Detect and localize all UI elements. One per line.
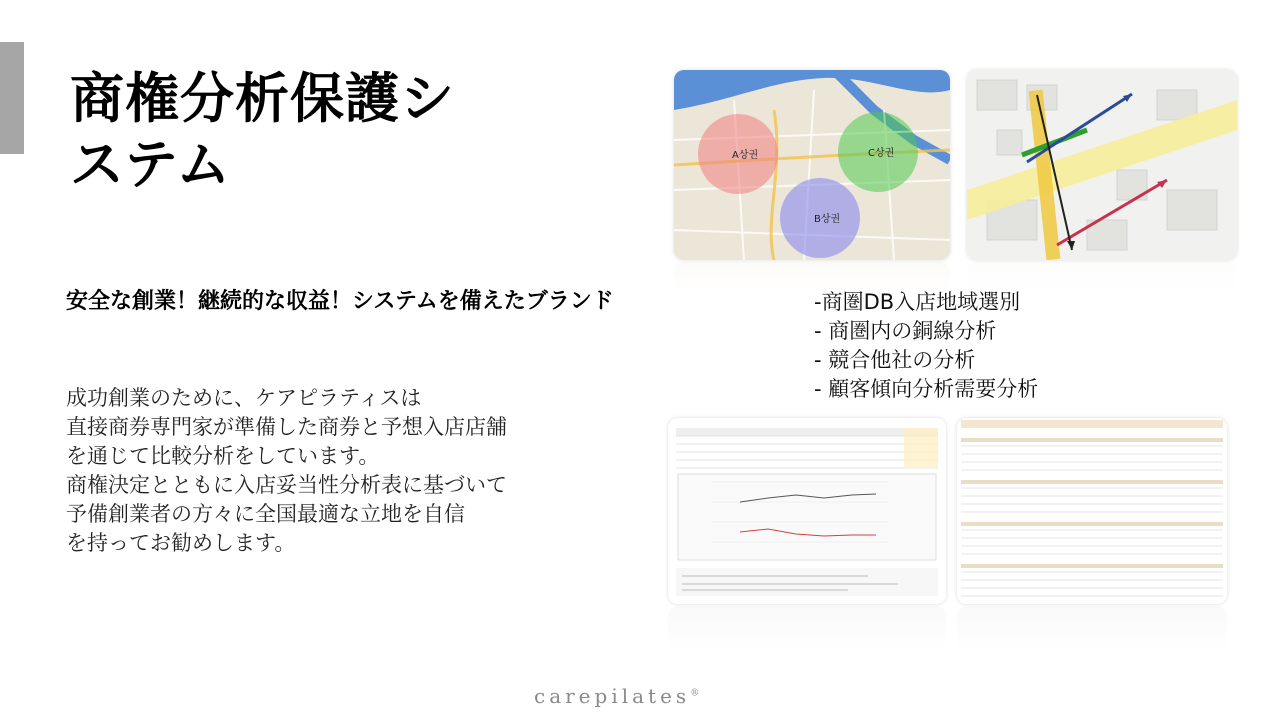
accent-bar (0, 42, 24, 154)
body-line: 予備創業者の方々に全国最適な立地を自信 (66, 502, 465, 526)
map-label-c: C상권 (868, 148, 895, 159)
logo-registered-mark: ® (690, 688, 700, 699)
image-reflection (668, 606, 946, 650)
body-line: 成功創業のために、ケアピラティスは (66, 386, 422, 410)
trade-area-map-image (674, 70, 950, 260)
analysis-table-chart-image (668, 418, 946, 604)
traffic-flow-map-image (967, 70, 1237, 260)
title-line-2: ステム (70, 133, 232, 196)
image-reflection (967, 262, 1237, 292)
slide-title (70, 66, 530, 198)
feature-item: - 顧客傾向分析需要分析 (814, 377, 1039, 401)
map-label-a: A상권 (732, 150, 759, 161)
map-label-b: B상권 (814, 214, 841, 225)
slide-subtitle: 安全な創業！継続的な収益！システムを備えたブランド (66, 289, 614, 314)
logo-text: carepilates (534, 684, 691, 708)
image-reflection (674, 262, 950, 292)
body-line: を通じて比較分析をしています。 (66, 444, 380, 468)
analysis-tables-image (957, 418, 1227, 604)
title-line-1: 商権分析保護シ (70, 67, 455, 130)
feature-list (814, 288, 1038, 404)
body-line: 商権決定とともに入店妥当性分析表に基づいて (66, 473, 507, 497)
feature-item: - 商圏内の銅線分析 (814, 319, 997, 343)
feature-item: -商圏DB入店地域選別 (814, 290, 1021, 314)
brand-logo (534, 684, 699, 708)
body-line: 直接商券専門家が準備した商券と予想入店店舗 (66, 415, 507, 439)
feature-item: - 競合他社の分析 (814, 348, 976, 372)
body-line: を持ってお勧めします。 (66, 531, 296, 555)
body-paragraph (66, 384, 626, 558)
image-reflection (957, 606, 1227, 650)
